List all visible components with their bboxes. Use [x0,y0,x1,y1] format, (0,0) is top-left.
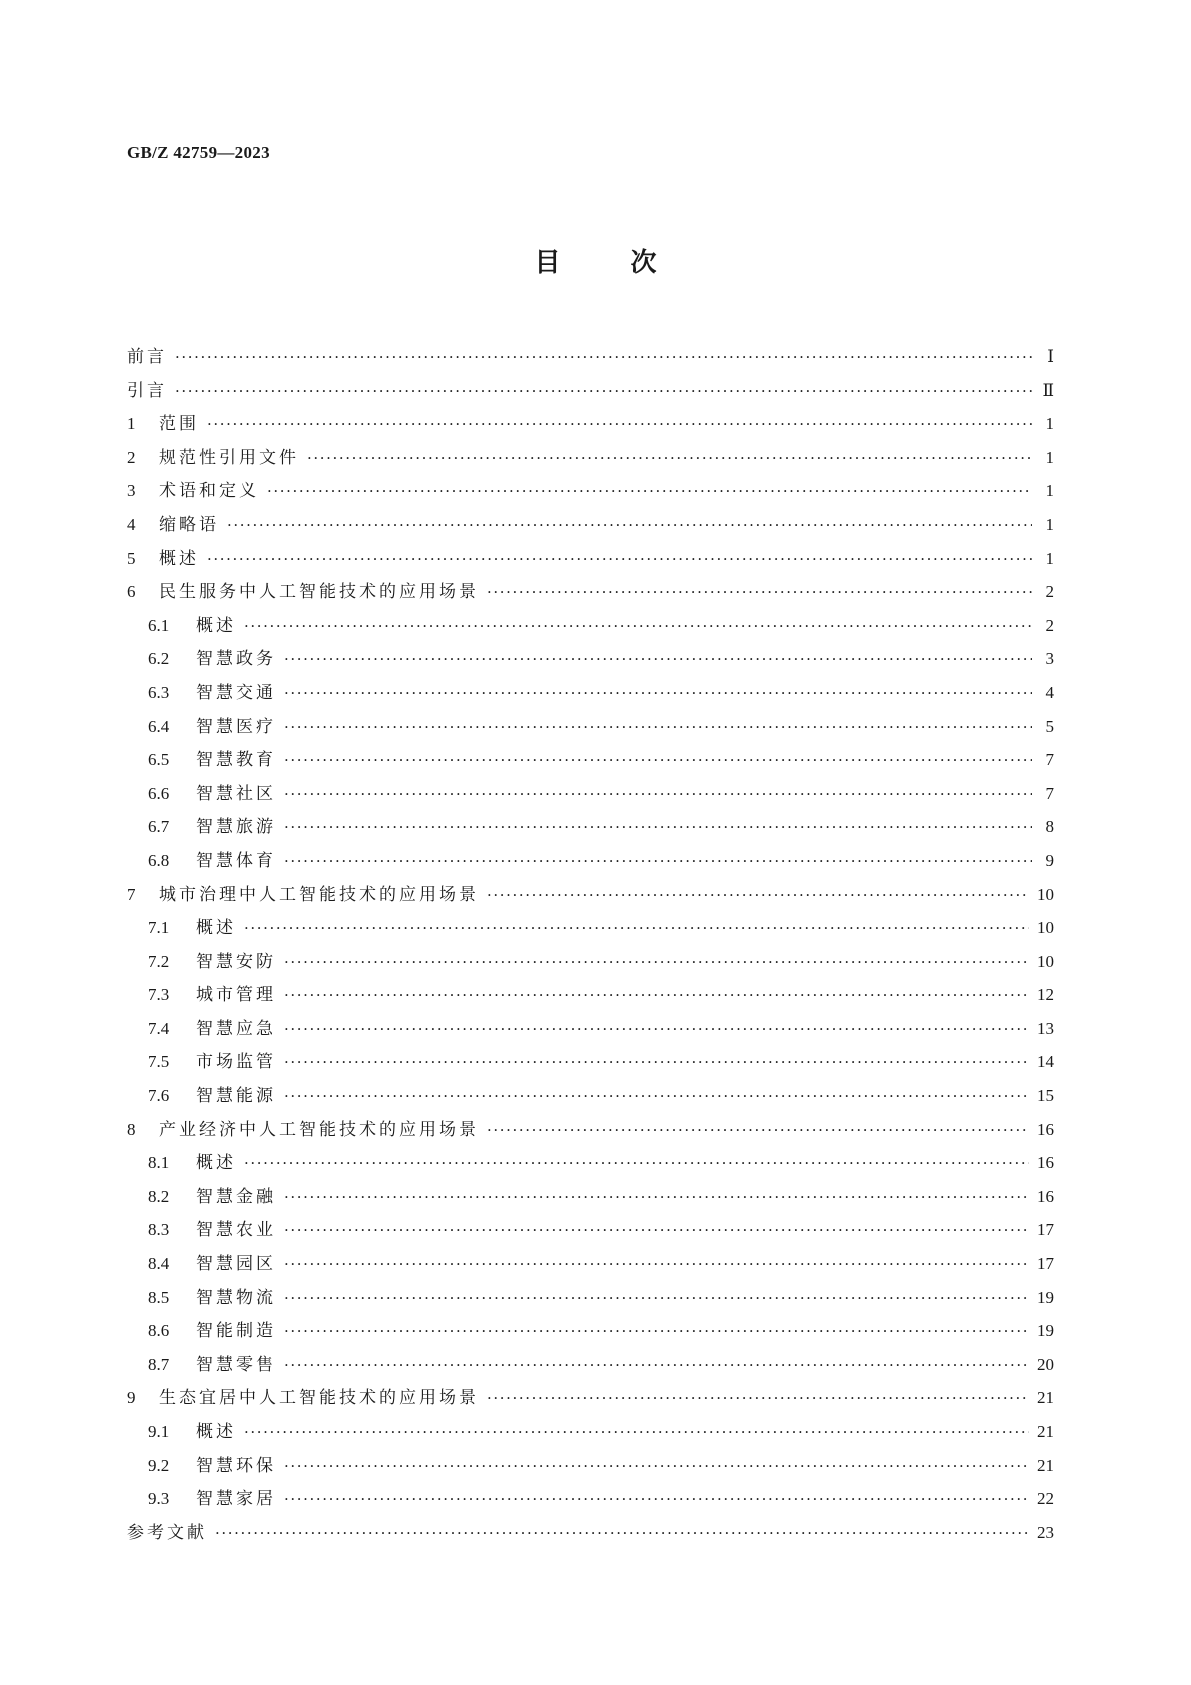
toc-entry-page-number: 20 [1037,1354,1054,1374]
toc-dot-leader [215,1517,1029,1551]
toc-entry[interactable] [127,1314,1054,1348]
toc-dot-leader [227,509,1032,543]
toc-dot-leader [487,879,1029,913]
toc-dot-leader [284,1483,1029,1517]
toc-entry-number: 3 [127,481,136,501]
toc-entry-page-number: 12 [1037,985,1054,1005]
toc-entry[interactable] [127,1516,1054,1550]
toc-entry[interactable] [127,1213,1054,1247]
toc-entry-number: 6.6 [148,783,170,803]
toc-dot-leader [307,442,1032,476]
toc-entry[interactable] [127,340,1054,374]
toc-dot-leader [487,1114,1029,1148]
toc-entry-number: 2 [127,447,136,467]
toc-entry-title: 智慧家居 [196,1489,276,1510]
toc-entry-page-number: 9 [1045,850,1054,870]
toc-entry-page-number: 1 [1045,548,1054,568]
toc-dot-leader [244,610,1032,644]
toc-dot-leader [284,1450,1029,1484]
toc-entry-number: 1 [127,414,136,434]
toc-dot-leader [284,1046,1029,1080]
toc-entry-title: 规范性引用文件 [159,447,299,468]
toc-entry-number: 6.8 [148,850,170,870]
document-code: GB/Z 42759—2023 [127,143,270,162]
toc-entry-page-number: 22 [1037,1489,1054,1509]
toc-entry[interactable] [127,1449,1054,1483]
toc-entry[interactable] [127,1281,1054,1315]
toc-dot-leader [284,677,1032,711]
toc-entry-number: 8.5 [148,1287,170,1307]
toc-dot-leader [284,1080,1029,1114]
toc-entry-page-number: 17 [1037,1220,1054,1240]
toc-entry-title: 范围 [159,414,199,435]
toc-entry-number: 8.7 [148,1354,170,1374]
toc-entry-title: 概述 [159,548,199,569]
toc-entry-page-number: 21 [1037,1422,1054,1441]
toc-entry[interactable] [127,777,1054,811]
toc-entry[interactable] [127,1415,1054,1449]
toc-dot-leader [207,408,1032,442]
toc-entry-title: 缩略语 [159,514,219,535]
toc-entry-page-number: 1 [1045,481,1054,501]
toc-entry-title: 概述 [196,918,236,939]
toc-dot-leader [244,912,1029,946]
toc-entry-title: 智慧政务 [196,649,276,670]
toc-entry[interactable] [127,1348,1054,1382]
toc-entry-number: 7.1 [148,918,170,938]
toc-entry[interactable] [127,978,1054,1012]
toc-entry[interactable] [127,710,1054,744]
toc-entry-title: 概述 [196,615,236,636]
toc-entry-title: 前言 [127,347,167,367]
toc-title: 目次 [534,248,727,278]
toc-entry-page-number: 16 [1037,1153,1054,1173]
toc-entry-number: 9.1 [148,1422,170,1441]
toc-dot-leader [284,1315,1029,1349]
toc-entry-number: 7 [127,884,136,904]
toc-entry-title: 概述 [196,1422,236,1442]
toc-entry[interactable] [127,407,1054,441]
toc-entry-number: 6.4 [148,716,170,736]
toc-entry-title: 智慧园区 [196,1254,276,1275]
toc-entry[interactable] [127,676,1054,710]
toc-entry-title: 产业经济中人工智能技术的应用场景 [159,1119,479,1140]
toc-entry[interactable] [127,1012,1054,1046]
toc-dot-leader [244,1416,1029,1450]
toc-entry-page-number: 19 [1037,1287,1054,1307]
toc-dot-leader [284,979,1029,1013]
toc-entry[interactable] [127,844,1054,878]
toc-entry-title: 概述 [196,1153,236,1174]
toc-entry-page-number: Ⅰ [1047,347,1054,366]
toc-dot-leader [284,1248,1029,1282]
toc-entry-title: 智慧金融 [196,1186,276,1207]
toc-entry-number: 6.2 [148,649,170,669]
toc-entry-number: 7.3 [148,985,170,1005]
toc-entry-page-number: 23 [1037,1522,1054,1542]
toc-entry-page-number: 17 [1037,1254,1054,1274]
toc-entry-title: 生态宜居中人工智能技术的应用场景 [159,1388,479,1409]
toc-entry-title: 智慧农业 [196,1220,276,1241]
toc-entry-page-number: 1 [1045,514,1054,534]
toc-entry-title: 参考文献 [127,1522,207,1543]
toc-entry[interactable] [127,1079,1054,1113]
toc-entry-title: 智慧体育 [196,850,276,871]
toc-entry-title: 智慧教育 [196,750,276,771]
toc-entry[interactable] [127,1113,1054,1147]
toc-entry[interactable] [127,1146,1054,1180]
toc-dot-leader [284,643,1032,677]
toc-dot-leader [284,1349,1029,1383]
toc-entry-number: 9.2 [148,1455,170,1475]
toc-entry[interactable] [127,911,1054,945]
table-of-contents [127,340,1054,1549]
toc-entry-number: 8.6 [148,1321,170,1341]
toc-entry-title: 市场监管 [196,1052,276,1073]
toc-entry[interactable] [127,474,1054,508]
toc-entry[interactable] [127,441,1054,475]
toc-entry-title: 智慧医疗 [196,716,276,737]
toc-entry-page-number: 7 [1045,783,1054,803]
toc-entry-page-number: 3 [1045,649,1054,669]
toc-entry-page-number: 5 [1045,716,1054,736]
toc-entry-number: 8.2 [148,1186,170,1206]
toc-entry-title: 智慧环保 [196,1455,276,1476]
toc-entry[interactable] [127,575,1054,609]
toc-entry-page-number: 1 [1045,414,1054,434]
toc-entry-page-number: 10 [1037,951,1054,971]
toc-dot-leader [284,946,1029,980]
toc-entry-number: 8 [127,1119,136,1139]
toc-entry-number: 6.3 [148,682,170,702]
toc-entry-title: 智慧零售 [196,1354,276,1375]
toc-entry-title: 术语和定义 [159,481,259,502]
toc-entry-number: 4 [127,514,136,534]
toc-entry-number: 9 [127,1388,136,1408]
toc-entry-title: 智能制造 [196,1321,276,1342]
toc-entry-title: 智慧交通 [196,682,276,703]
toc-entry-number: 5 [127,548,136,568]
toc-entry[interactable] [127,1482,1054,1516]
toc-entry[interactable] [127,1180,1054,1214]
toc-entry-page-number: 8 [1045,817,1054,837]
toc-entry[interactable] [127,743,1054,777]
toc-entry-number: 6.1 [148,615,170,635]
toc-dot-leader [284,1013,1029,1047]
toc-entry-title: 智慧物流 [196,1287,276,1308]
toc-dot-leader [487,1382,1029,1416]
toc-entry-title: 智慧应急 [196,1018,276,1039]
toc-entry-title: 民生服务中人工智能技术的应用场景 [159,582,479,603]
toc-entry-title: 智慧能源 [196,1086,276,1107]
toc-entry-number: 7.4 [148,1018,170,1038]
toc-entry-title: 城市治理中人工智能技术的应用场景 [159,884,479,905]
toc-entry-title: 智慧旅游 [196,817,276,838]
toc-entry[interactable] [127,1045,1054,1079]
toc-entry-number: 8.3 [148,1220,170,1240]
toc-dot-leader [284,744,1032,778]
toc-entry-page-number: 13 [1037,1018,1054,1038]
toc-dot-leader [175,341,1032,375]
toc-entry-page-number: 1 [1045,447,1054,467]
toc-entry[interactable] [127,542,1054,576]
toc-entry[interactable] [127,945,1054,979]
toc-entry-page-number: 21 [1037,1455,1054,1475]
toc-entry[interactable] [127,508,1054,542]
toc-dot-leader [284,711,1032,745]
toc-entry-title: 城市管理 [196,985,276,1006]
toc-entry-page-number: 19 [1037,1321,1054,1341]
toc-entry-page-number: 21 [1037,1388,1054,1408]
toc-entry[interactable] [127,609,1054,643]
toc-entry-number: 6.5 [148,750,170,770]
toc-entry-number: 7.2 [148,951,170,971]
toc-entry-page-number: 2 [1045,582,1054,602]
toc-dot-leader [284,778,1032,812]
toc-dot-leader [487,576,1032,610]
toc-entry-page-number: 4 [1045,682,1054,702]
toc-entry-page-number: 16 [1037,1186,1054,1206]
toc-entry-number: 8.4 [148,1254,170,1274]
toc-dot-leader [207,543,1032,577]
toc-entry-page-number: 2 [1045,615,1054,635]
toc-entry[interactable] [127,1247,1054,1281]
toc-entry-title: 引言 [127,380,167,401]
toc-entry-page-number: 10 [1037,884,1054,904]
toc-entry-number: 7.5 [148,1052,170,1072]
toc-entry-page-number: 15 [1037,1086,1054,1106]
toc-dot-leader [284,1214,1029,1248]
toc-entry-page-number: 7 [1045,750,1054,770]
toc-entry-number: 8.1 [148,1153,170,1173]
toc-entry[interactable] [127,878,1054,912]
toc-entry-page-number: Ⅱ [1042,380,1054,400]
toc-entry-number: 7.6 [148,1086,170,1106]
toc-dot-leader [284,845,1032,879]
toc-dot-leader [267,475,1032,509]
toc-entry-number: 6 [127,582,136,602]
toc-entry-title: 智慧安防 [196,951,276,972]
toc-entry-title: 智慧社区 [196,783,276,804]
toc-dot-leader [175,375,1032,409]
toc-dot-leader [284,1282,1029,1316]
toc-entry[interactable] [127,642,1054,676]
toc-dot-leader [284,1181,1029,1215]
toc-dot-leader [244,1147,1029,1181]
toc-entry-number: 9.3 [148,1489,170,1509]
toc-entry-page-number: 16 [1037,1119,1054,1139]
toc-entry[interactable] [127,374,1054,408]
toc-entry[interactable] [127,810,1054,844]
toc-entry[interactable] [127,1381,1054,1415]
toc-dot-leader [284,811,1032,845]
toc-entry-page-number: 14 [1037,1052,1054,1072]
toc-entry-number: 6.7 [148,817,170,837]
toc-entry-page-number: 10 [1037,918,1054,938]
